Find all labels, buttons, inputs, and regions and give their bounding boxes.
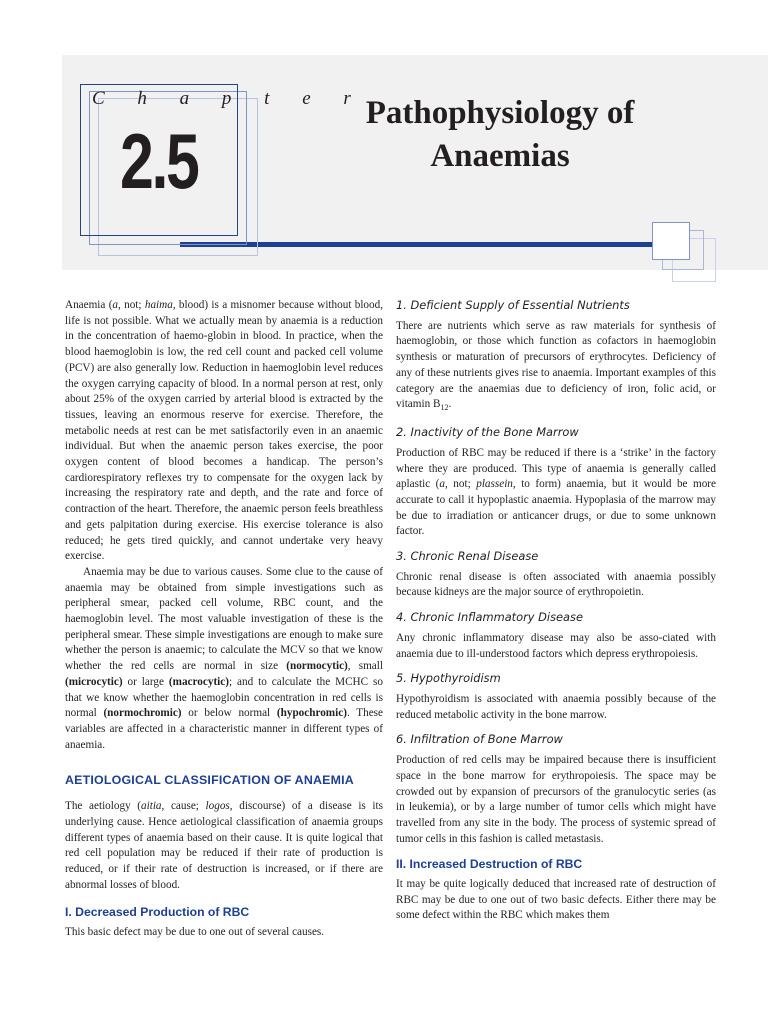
page-title bbox=[300, 92, 700, 178]
increased-destruction-paragraph: It may be quite logically deduced that increased rate of destruction of RBC may be due to one out of two basic defects. Either there may be some defect within the RBC which makes them bbox=[396, 878, 716, 922]
subheading-hypothyroidism: 5. Hypothyroidism bbox=[396, 671, 501, 686]
subheading-decreased-production: I. Decreased Production of RBC bbox=[65, 905, 250, 920]
corner-decoration-front bbox=[652, 222, 690, 260]
title-line-1: Pathophysiology of bbox=[365, 95, 635, 131]
bone-marrow-inactivity-paragraph: Production of RBC may be reduced if there is a ‘strike’ in the factory where they are produced. This type of anaemia is generally called aplastic (a, not; plassein, to form) anaemia, but it would be more accurate to call it hypoplastic anaemia. Hypoplasia of the marrow may be due to irradiation or anticancer drugs, or due to some unknown factor. bbox=[396, 446, 716, 538]
nutrients-paragraph: There are nutrients which serve as raw materials for synthesis of haemoglobin, or those which function as cofactors in haemoglobin synthesis or maturation of precursors of erythrocytes. Deficiency of any of these nutrients gives rise to anaemia. Important examples of this category are the anaemias due to deficiency of iron, folic acid, or vitamin $B_{12}$. bbox=[396, 319, 716, 413]
inflammatory-disease-paragraph: Any chronic inflammatory disease may also be asso-ciated with anaemia due to ill-understood factors which depress erythropoiesis. bbox=[396, 631, 716, 660]
hypothyroidism-paragraph: Hypothyroidism is associated with anaemia possibly because of the reduced metabolic activity in the bone marrow. bbox=[396, 693, 716, 721]
intro-paragraph: Anaemia (a, not; haima, blood) is a misnomer because without blood, life is not possible. What we actually mean by anaemia is a reduction in the concentration of haemo-globin in blood. In practice, when the blood haemoglobin is low, the red cell count and packed cell volume (PCV) are also generally low. Reduction in haemoglobin level reduces the oxygen carrying capacity of blood. In a normal person at rest, only about 25% of the oxygen carried by arterial blood is extracted by the tissues, leaving an enormous reserve for exercise. Therefore, the metabolic needs at rest can be met satisfactorily even in an anaemic individual. But when the anaemic person takes exercise, the poor oxygen content of blood becomes a handicap. The person’s cardiorespiratory reflexes try to compensate for the oxygen lack by increasing the respiratory rate and depth, and the rate and force of contraction of the heart. Therefore, the anaemic person feels breathless and gets palpitation during exercise. His exercise tolerance is also reduced; he gets tired quickly, and cannot undertake very heavy exercise. bbox=[65, 299, 384, 563]
left-column bbox=[65, 298, 383, 941]
section-heading-aetiological: AETIOLOGICAL CLASSIFICATION OF ANAEMIA bbox=[65, 773, 354, 788]
subheading-marrow-infiltration: 6. Infiltration of Bone Marrow bbox=[396, 732, 563, 747]
title-line-2: Anaemias bbox=[430, 138, 570, 174]
aetiology-paragraph: The aetiology (aitia, cause; logos, discourse) of a disease is its underlying cause. Hence aetiological classification of anaemia groups different types of anaemia based on their cause. It is quite logical that red cell population may be reduced if their rate of production is reduced, or if their rate of destruction is increased, or if there are abnormal losses of blood. bbox=[65, 800, 383, 891]
right-column bbox=[396, 298, 716, 924]
subheading-renal-disease: 3. Chronic Renal Disease bbox=[396, 549, 539, 564]
renal-disease-paragraph: Chronic renal disease is often associated with anaemia possibly because kidneys are the major source of erythropoietin. bbox=[396, 570, 716, 599]
subheading-inflammatory-disease: 4. Chronic Inflammatory Disease bbox=[396, 610, 583, 625]
decreased-production-text: This basic defect may be due to one out of several causes. bbox=[65, 926, 325, 939]
chapter-number: 2.5 bbox=[120, 117, 198, 205]
chapter-label: C h a p t e r bbox=[92, 88, 365, 109]
subheading-increased-destruction: II. Increased Destruction of RBC bbox=[396, 857, 583, 872]
subheading-nutrients: 1. Deficient Supply of Essential Nutrients bbox=[396, 298, 630, 312]
marrow-infiltration-paragraph: Production of red cells may be impaired because there is insufficient space in the bone marrow for erythropoiesis. The space may be crowded out by expansion of precursors of the granulocytic series (as in leukemia), or by a large number of tumor cells which might have travelled from any site in the body. The process of systemic spread of tumor cells in this fashion is called metastasis. bbox=[396, 754, 716, 845]
subheading-bone-marrow-inactivity: 2. Inactivity of the Bone Marrow bbox=[396, 425, 579, 440]
investigations-paragraph: Anaemia may be due to various causes. Some clue to the cause of anaemia may be obtained from simple investigations such as peripheral smear, packed cell volume, RBC count, and the haemoglobin level. The most valuable investigation of these is the peripheral smear. These simple investigations are enough to make sure whether the person is anaemic; to calculate the MCV so that we know whether the red cells are normal in size (normocytic), small (microcytic) or large (macrocytic); and to calculate the MCHC so that we know whether the haemoglobin concentration in red cells is normal (normochromic) or below normal (hypochromic). These variables are affected in a characteristic manner in different types of anaemia. bbox=[65, 565, 383, 751]
